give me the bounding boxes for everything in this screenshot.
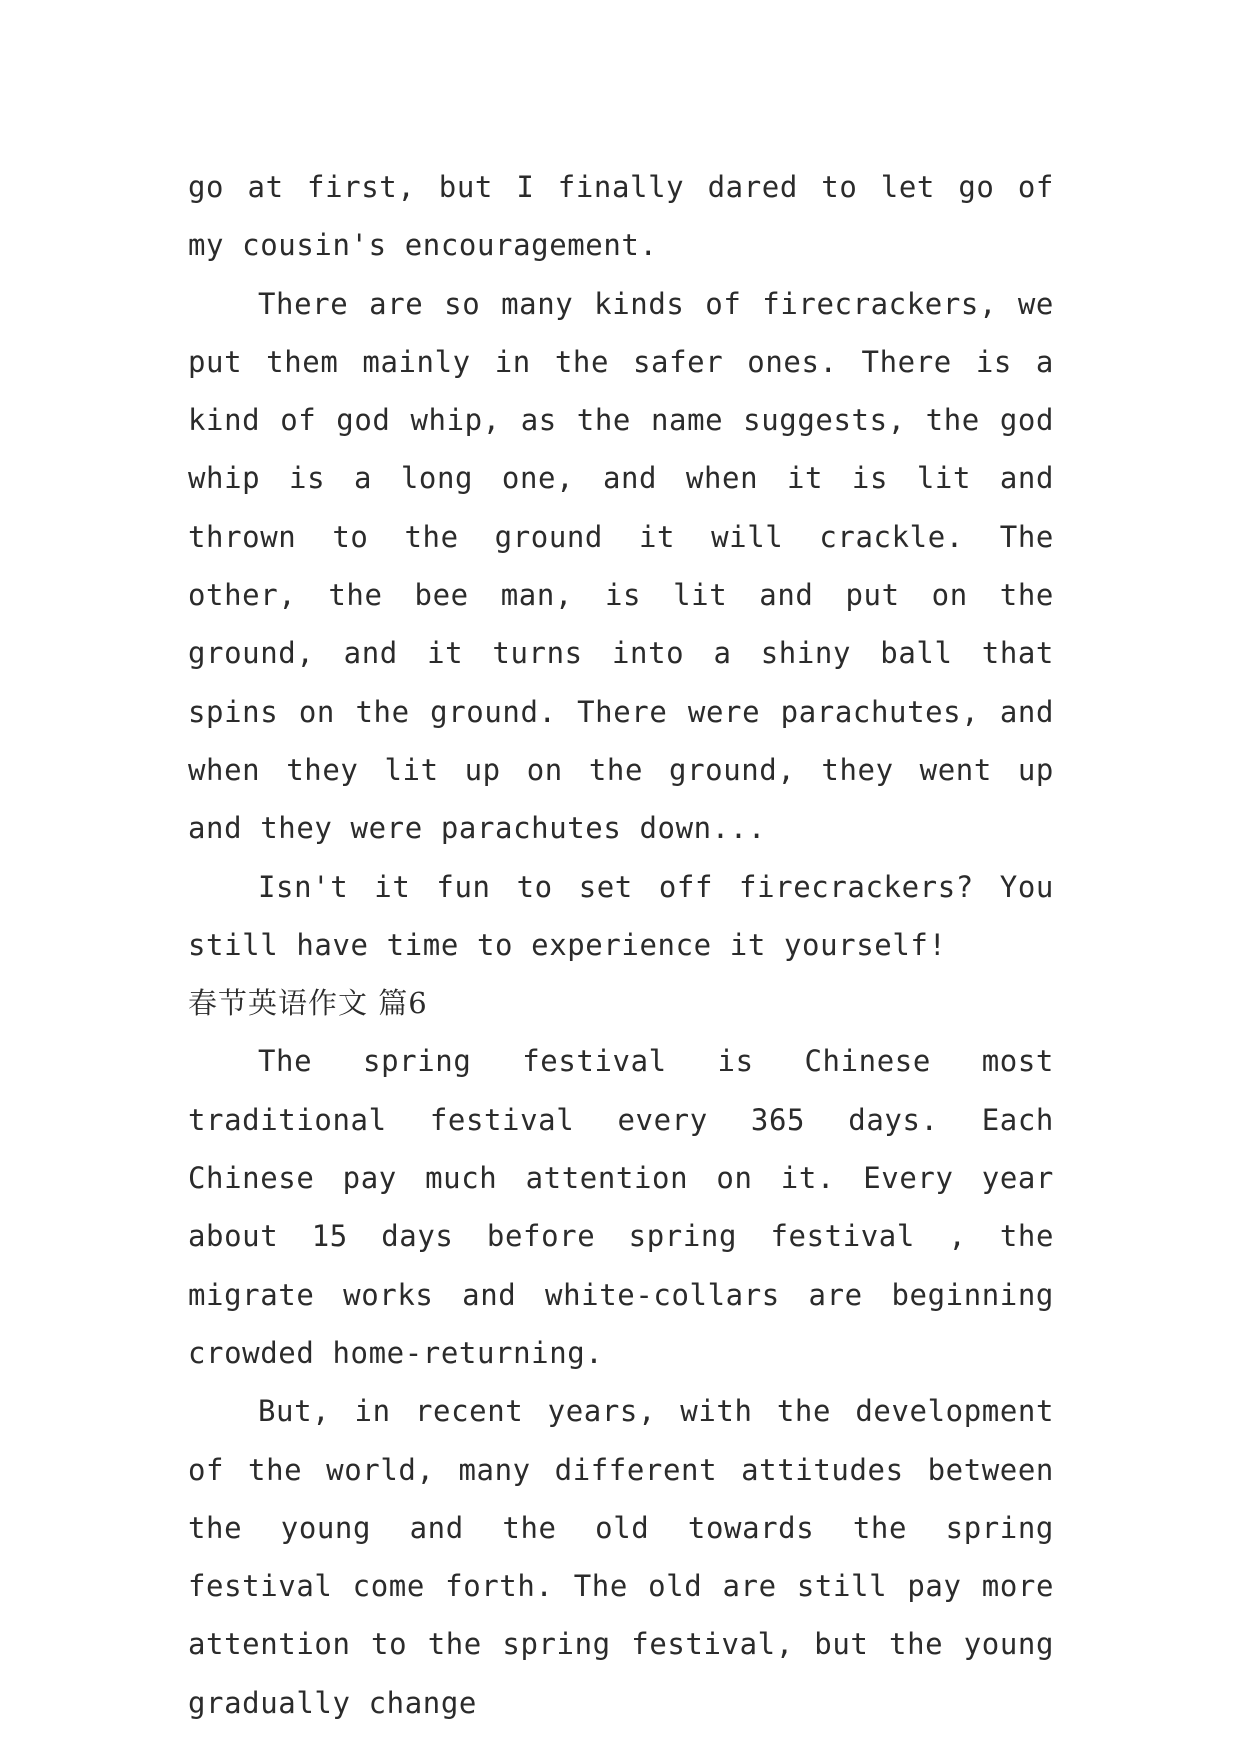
section-heading: 春节英语作文 篇6 (188, 986, 428, 1021)
paragraph: Isn't it fun to set off firecrackers? You still have time to experience it yourself! (188, 869, 1054, 962)
paragraph: There are so many kinds of firecrackers, we put them mainly in the safer ones. There is a kind of god whip, as the name suggests, the god whip is a long one, and when it is lit and thrown to the ground it will crackle. The other, the bee man, is lit and put on the ground, and it turns into a shiny ball that spins on the ground. There were parachutes, and when they lit up on the ground, they went up and they were parachutes down... (188, 286, 1054, 846)
paragraph: go at first, but I finally dared to let go of my cousin's encouragement. (188, 170, 1054, 263)
paragraph: But, in recent years, with the development of the world, many different attitudes between the young and the old towards the spring festival come forth. The old are still pay more attention to the spring festival, but the young gradually change (188, 1394, 1054, 1720)
paragraph: The spring festival is Chinese most traditional festival every 365 days. Each Chinese pay much attention on it. Every year about 15 days before spring festival , the migrate works and white-collars are beginning crowded home-returning. (188, 1044, 1054, 1370)
document-body (188, 158, 1054, 1732)
